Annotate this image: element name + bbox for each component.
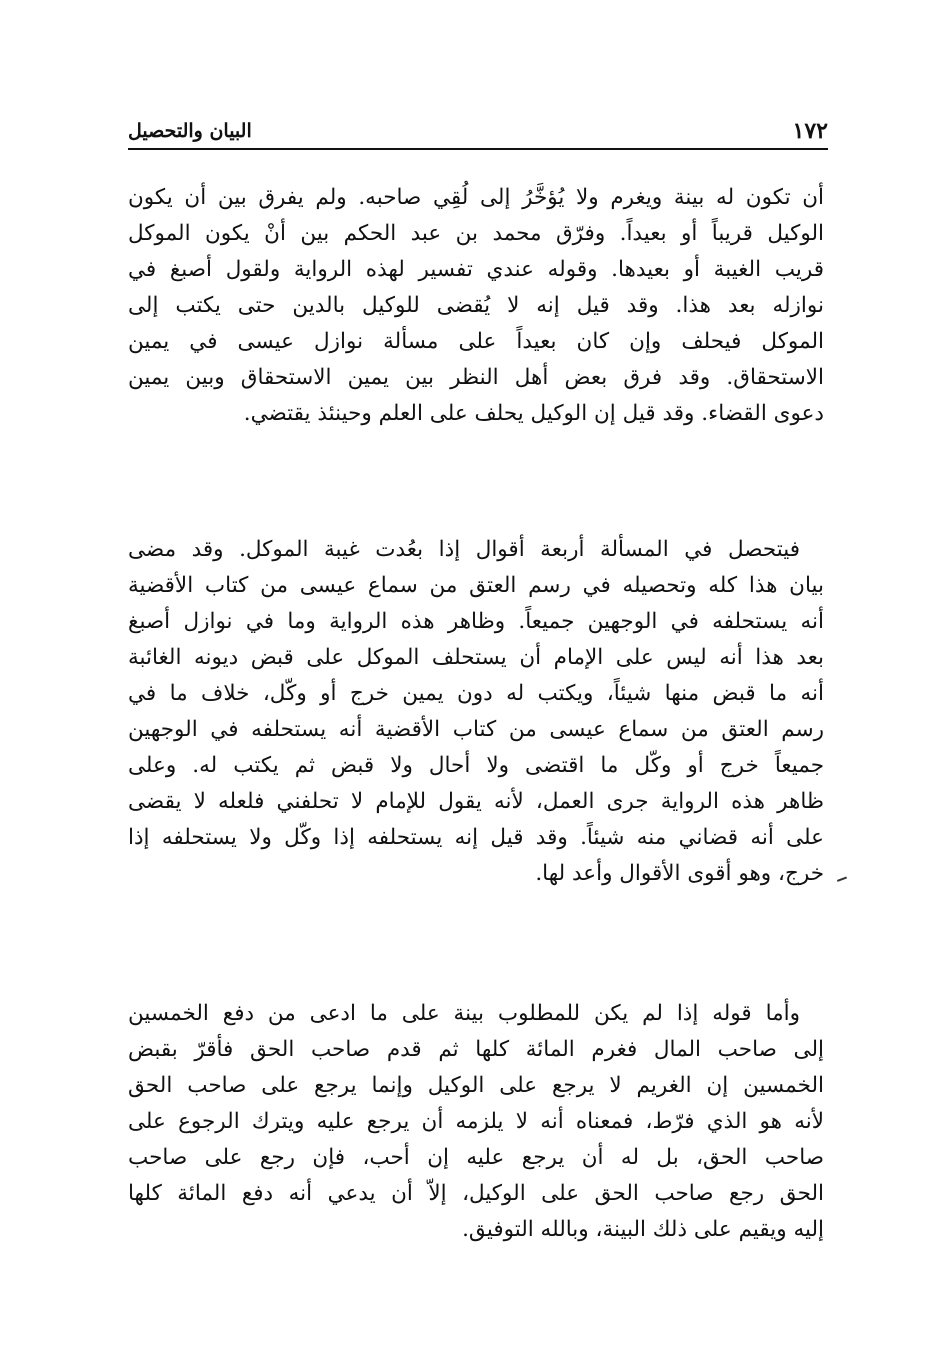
text-line: وأما قوله إذا لم يكن للمطلوب بينة على ما ادعى من دفع الخمسين <box>128 1001 800 1026</box>
text-line: صاحب الحق، بل له أن يرجع عليه إن أحب، فإن رجع على صاحب <box>128 1145 824 1170</box>
text-line: أنه ما قبض منها شيئاً، ويكتب له دون يمين خرج أو وكّل، خلاف ما في <box>128 681 824 706</box>
text-line: نوازله بعد هذا. وقد قيل إنه لا يُقضى للوكيل بالدين حتى يكتب إلى <box>128 293 824 318</box>
text-line: إليه ويقيم على ذلك البينة، وبالله التوفيق. <box>462 1217 824 1242</box>
paragraph-1 <box>128 180 824 480</box>
text-line: على أنه قضاني منه شيئاً. وقد قيل إنه يستحلفه إذا وكّل ولا يستحلفه إذا <box>128 825 824 850</box>
text-line: الخمسين إن الغريم لا يرجع على الوكيل وإنما يرجع على صاحب الحق <box>128 1073 824 1098</box>
text-line: إلى صاحب المال فغرم المائة كلها ثم قدم صاحب الحق فأقرّ بقبض <box>128 1037 824 1062</box>
text-line: أن تكون له بينة ويغرم ولا يُؤخَّرُ إلى لُقِي صاحبه. ولم يفرق بين أن يكون <box>128 185 824 210</box>
paragraph-3 <box>128 996 824 1296</box>
text-line: قريب الغيبة أو بعيدها. وقوله عندي تفسير لهذه الرواية ولقول أصبغ في <box>128 257 824 282</box>
text-line: الحق رجع صاحب الحق على الوكيل، إلاّ أن يدعي أنه دفع المائة كلها <box>128 1181 824 1206</box>
running-title: البيان والتحصيل <box>128 120 252 142</box>
text-line: بعد هذا أنه ليس على الإمام أن يستحلف الموكل على قبض ديونه الغائبة <box>128 645 824 670</box>
text-line: لأنه هو الذي فرّط، فمعناه أنه لا يلزمه أن يرجع عليه ويترك الرجوع على <box>128 1109 824 1134</box>
text-line: رسم العتق من سماع عيسى من كتاب الأقضية أنه يستحلفه في الوجهين <box>128 717 824 742</box>
text-line: الاستحقاق. وقد فرق بعض أهل النظر بين يمين الاستحقاق وبين يمين <box>128 365 824 390</box>
page-header <box>128 116 828 150</box>
text-line: فيتحصل في المسألة أربعة أقوال إذا بعُدت غيبة الموكل. وقد مضى <box>128 537 800 562</box>
text-line: أنه يستحلفه في الوجهين جميعاً. وظاهر هذه الرواية وما في نوازل أصبغ <box>128 609 824 634</box>
text-line: الوكيل قريباً أو بعيداً. وفرّق محمد بن عبد الحكم بين أنْ يكون الموكل <box>128 221 824 246</box>
text-line: الموكل فيحلف وإن كان بعيداً على مسألة نوازل عيسى في يمين <box>128 329 824 354</box>
text-line: دعوى القضاء. وقد قيل إن الوكيل يحلف على العلم وحينئذ يقتضي. <box>243 401 824 426</box>
text-line: جميعاً خرج أو وكّل ما اقتضى ولا أحال ولا قبض ثم يكتب له. وعلى <box>128 753 824 778</box>
text-line: ظاهر هذه الرواية جرى العمل، لأنه يقول للإمام لا تحلفني فلعله لا يقضى <box>128 789 824 814</box>
margin-mark <box>837 877 849 888</box>
text-line: خرج، وهو أقوى الأقوال وأعد لها. <box>535 861 824 886</box>
text-line: بيان هذا كله وتحصيله في رسم العتق من سماع عيسى من كتاب الأقضية <box>128 573 824 598</box>
page-number: ١٧٢ <box>792 118 828 144</box>
paragraph-2 <box>128 532 824 932</box>
